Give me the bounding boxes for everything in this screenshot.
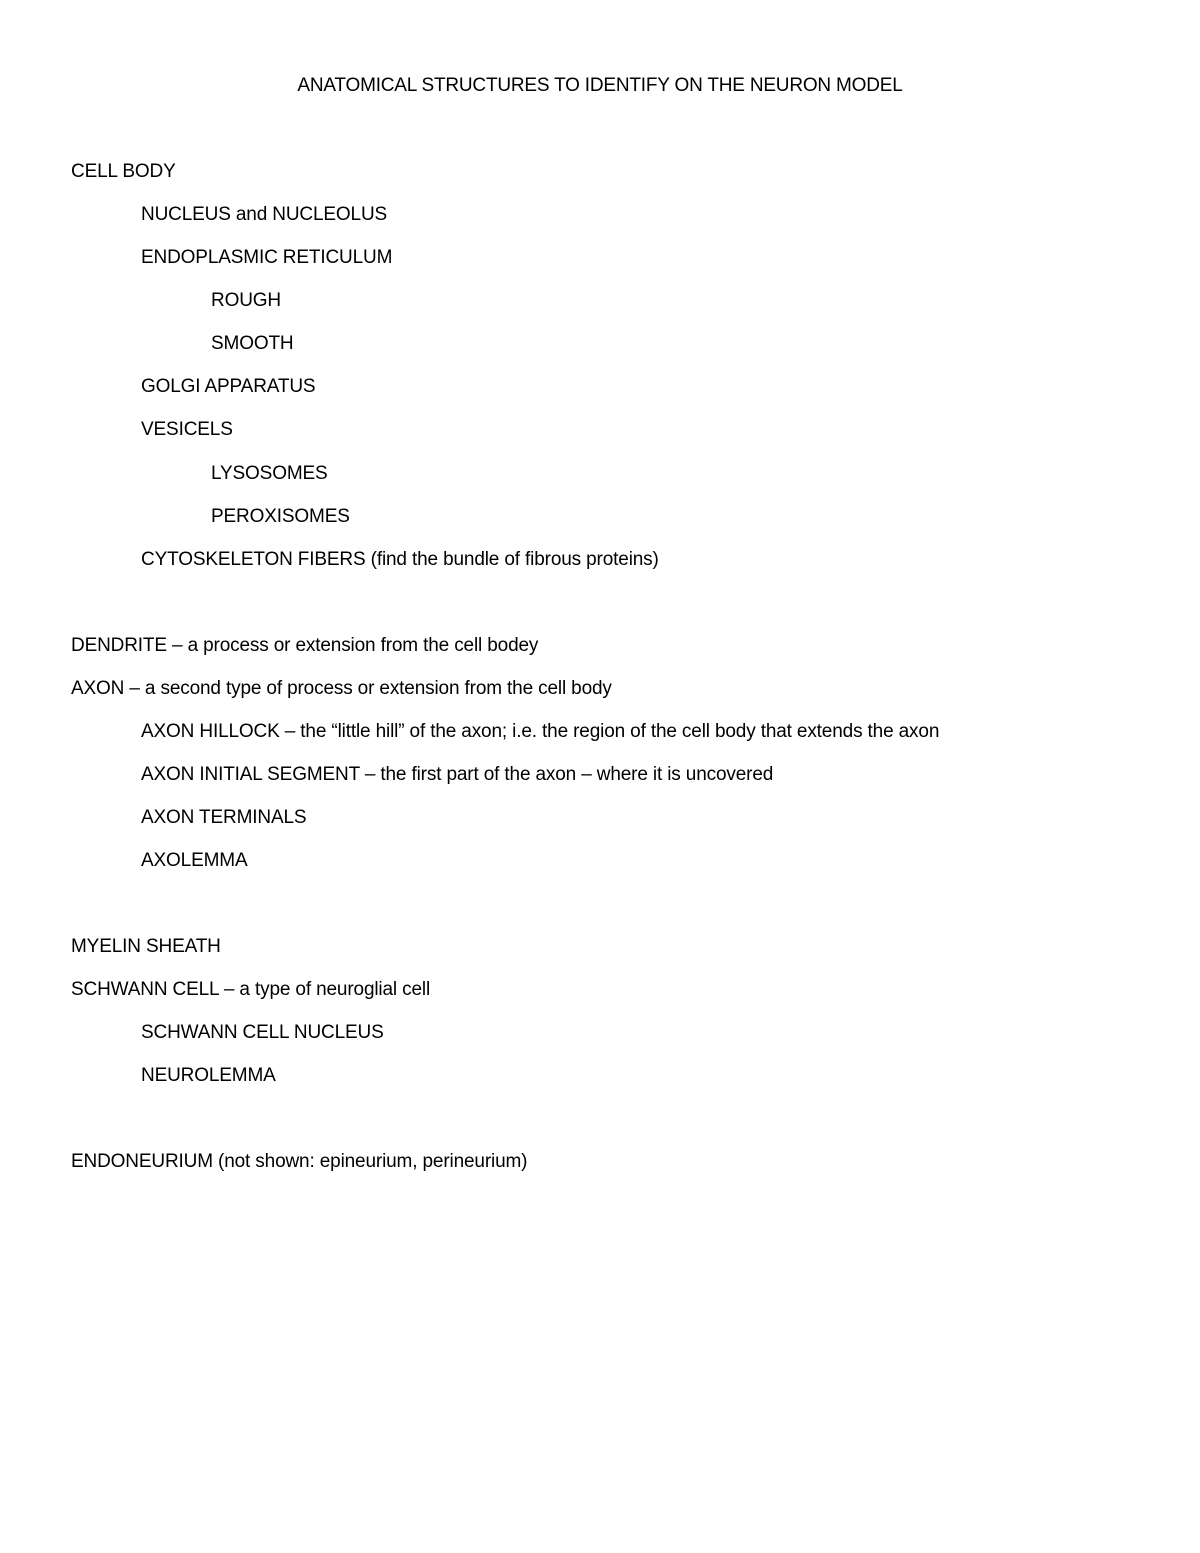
- item-peroxisomes: PEROXISOMES: [211, 506, 350, 527]
- item-axon-initial-segment: AXON INITIAL SEGMENT – the first part of the axon – where it is uncovered: [141, 764, 774, 785]
- item-myelin-sheath: MYELIN SHEATH: [71, 936, 221, 957]
- document-title: ANATOMICAL STRUCTURES TO IDENTIFY ON THE NEURON MODEL: [297, 75, 903, 96]
- item-endoneurium: ENDONEURIUM (not shown: epineurium, perineurium): [71, 1151, 528, 1172]
- item-axon-hillock: AXON HILLOCK – the “little hill” of the axon; i.e. the region of the cell body that extends the axon: [141, 721, 940, 742]
- item-neurolemma: NEUROLEMMA: [141, 1065, 276, 1086]
- item-axon: AXON – a second type of process or extension from the cell body: [71, 678, 612, 699]
- item-dendrite: DENDRITE – a process or extension from the cell bodey: [71, 635, 539, 656]
- item-golgi-apparatus: GOLGI APPARATUS: [141, 376, 316, 397]
- item-axon-terminals: AXON TERMINALS: [141, 807, 307, 828]
- item-lysosomes: LYSOSOMES: [211, 463, 328, 484]
- item-er-rough: ROUGH: [211, 290, 281, 311]
- item-cell-body: CELL BODY: [71, 161, 176, 182]
- item-nucleus: NUCLEUS and NUCLEOLUS: [141, 204, 388, 225]
- item-er-smooth: SMOOTH: [211, 333, 294, 354]
- item-cytoskeleton: CYTOSKELETON FIBERS (find the bundle of fibrous proteins): [141, 549, 659, 570]
- item-vesicles: VESICELS: [141, 419, 233, 440]
- item-schwann-cell-nucleus: SCHWANN CELL NUCLEUS: [141, 1022, 384, 1043]
- item-endoplasmic-reticulum: ENDOPLASMIC RETICULUM: [141, 247, 393, 268]
- item-axolemma: AXOLEMMA: [141, 850, 248, 871]
- item-schwann-cell: SCHWANN CELL – a type of neuroglial cell: [71, 979, 431, 1000]
